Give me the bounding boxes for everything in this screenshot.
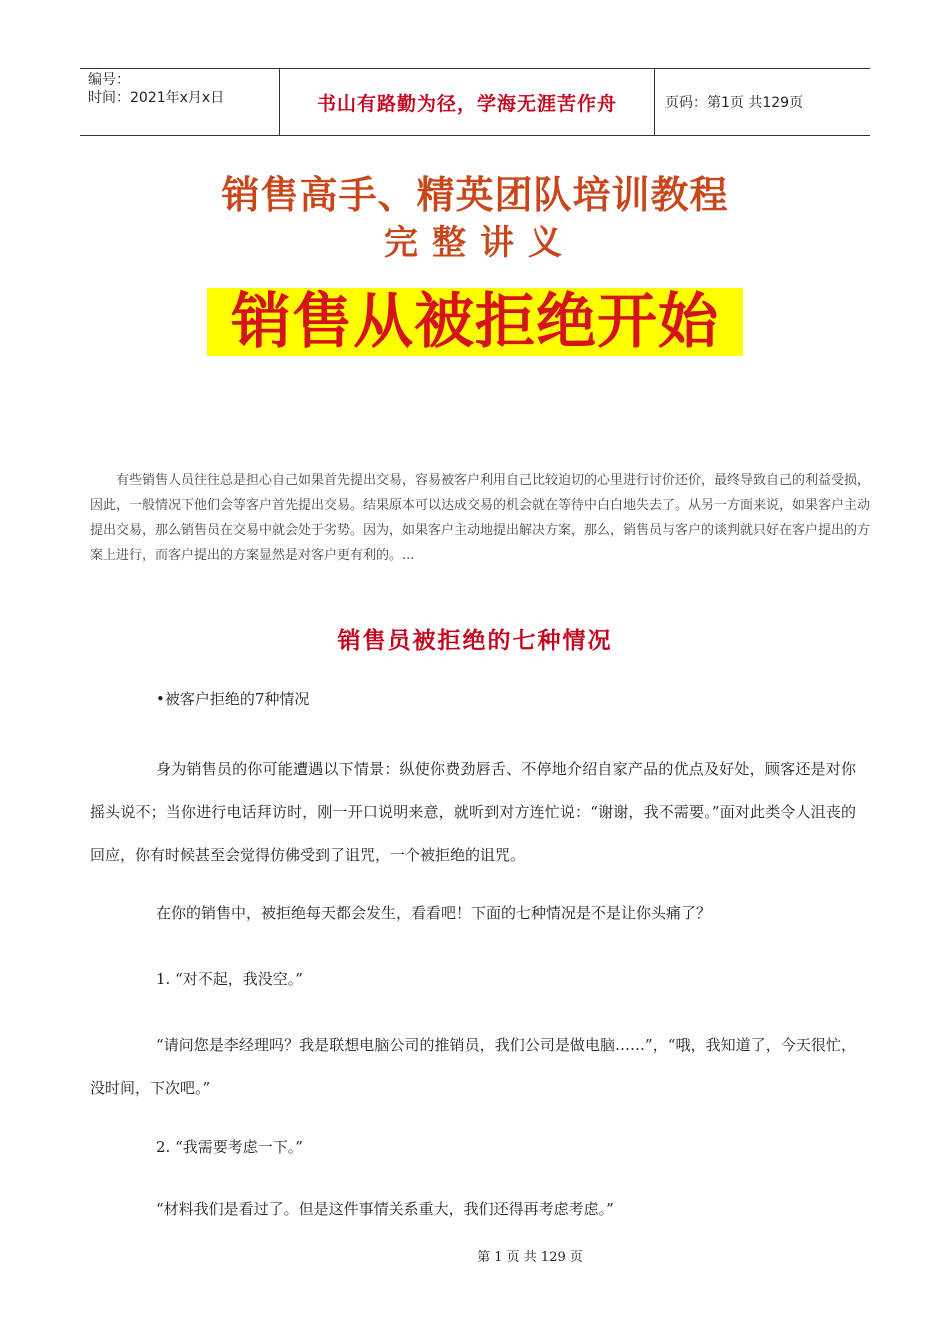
header-meta (80, 69, 280, 135)
list-item-1: 1. “对不起，我没空。” (156, 970, 303, 988)
bullet-item: •被客户拒绝的7种情况 (156, 690, 310, 708)
time-label: 时间：2021年x月x日 (88, 90, 225, 106)
intro-paragraph: 有些销售人员往往总是担心自己如果首先提出交易，容易被客户利用自己比较迫切的心里进行讨价还价，最终导致自己的利益受损，因此，一般情况下他们会等客户首先提出交易。结果原本可以达成交易的机会就在等待中白白地失去了。从另一方面来说，如果客户主动提出交易，那么销售员在交易中就会处于劣势。因为，如果客户主动地提出解决方案，那么，销售员与客户的谈判就只好在客户提出的方案上进行，而客户提出的方案显然是对客户更有利的。... (90, 473, 871, 563)
header-motto: 书山有路勤为径，学海无涯苦作舟 (280, 69, 655, 135)
highlighted-title: 销售从被拒绝开始 (231, 287, 719, 357)
page-footer: 第 1 页 共 129 页 (477, 1250, 583, 1265)
document-title: 销售高手、精英团队培训教程 (221, 173, 729, 217)
list-item-2: 2. “我需要考虑一下。” (156, 1138, 303, 1156)
highlighted-title-block (207, 288, 743, 356)
section-heading: 销售员被拒绝的七种情况 (337, 627, 613, 654)
document-subtitle: 完整讲义 (384, 223, 576, 263)
header-page-info: 页码：第1页 共129页 (665, 95, 804, 111)
body-paragraph-1: 身为销售员的你可能遭遇以下情景：纵使你费劲唇舌、不停地介绍自家产品的优点及好处，顾客还是对你摇头说不；当你进行电话拜访时，刚一开口说明来意，就听到对方连忙说：“谢谢，我不需要。”面对此类令人沮丧的回应，你有时候甚至会觉得仿佛受到了诅咒，一个被拒绝的诅咒。 (90, 760, 856, 864)
number-label: 编号： (88, 72, 130, 88)
page-header (80, 68, 870, 136)
quote-paragraph-1: “请问您是李经理吗？我是联想电脑公司的推销员，我们公司是做电脑……”，“哦，我知道了，今天很忙，没时间，下次吧。” (90, 1036, 856, 1097)
quote-paragraph-2: “材料我们是看过了。但是这件事情关系重大，我们还得再考虑考虑。” (156, 1200, 614, 1218)
body-paragraph-2: 在你的销售中，被拒绝每天都会发生，看看吧！下面的七种情况是不是让你头痛了？ (156, 904, 712, 922)
